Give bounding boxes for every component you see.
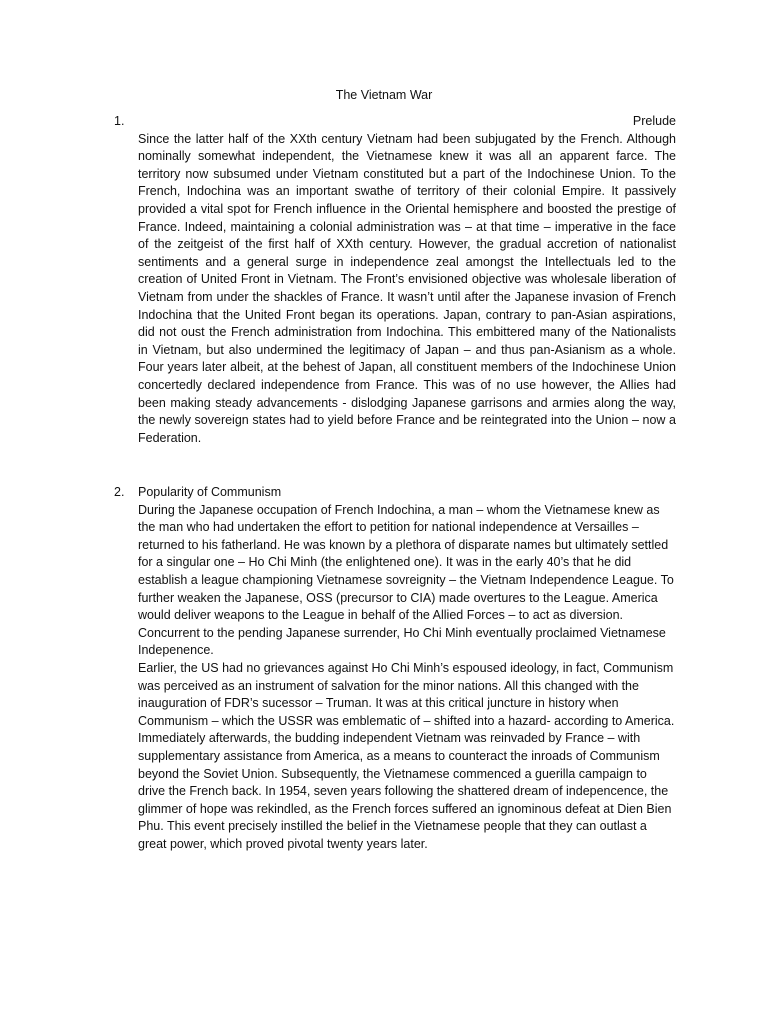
- section-paragraph: Since the latter half of the XXth century Vietnam had been subjugated by the French. Although nominally somewhat independent, the Vietnamese knew it was all an apparent farce. The territory now subsumed under Vietnam constituted but a part of the Indochinese Union. To the French, Indochina was an important swathe of territory of their colonial Empire. It passively provided a vital spot for French influence in the Oriental hemisphere and boosted the prestige of France. Indeed, maintaining a colonial administration was – at that time – imperative in the face of the zeitgeist of the first half of XXth century. However, the gradual accretion of nationalist sentiments and a general surge in independence zeal amongst the Intellectuals led to the creation of United Front in Vietnam. The Front’s envisioned objective was wholesale liberation of Vietnam from under the shackles of France. It wasn’t until after the Japanese invasion of French Indochina that the United Front began its operations. Japan, contrary to pan-Asian aspirations, did not oust the French administration from Indochina. This embittered many of the Nationalists in Vietnam, but also undermined the legitimacy of Japan – and thus pan-Asianism as a whole. Four years later albeit, at the behest of Japan, all constituent members of the Indochinese Union concertedly declared independence from France. This was of no use however, the Allies had been making steady advancements - dislodging Japanese garrisons and armies along the way, the newly sovereign states had to yield before France and be reintegrated into the Union – now a Federation.: [138, 131, 676, 445]
- section-heading: Popularity of Communism: [138, 485, 282, 499]
- document-title: The Vietnam War: [335, 88, 433, 102]
- section-number: 1.: [114, 114, 125, 128]
- section-heading: Prelude: [632, 114, 676, 128]
- section-number: 2.: [114, 485, 125, 499]
- section-body: [138, 113, 676, 447]
- section-paragraph: During the Japanese occupation of French Indochina, a man – whom the Vietnamese knew as the man who had undertaken the effort to petition for national independence at Versailles – returned to his fatherland. He was known by a plethora of disparate names but ultimately settled for a singular one – Ho Chi Minh (the enlightened one). It was in the early 40’s that he did establish a league championing Vietnamese sovreignity – the Vietnam Independence League. To further weaken the Japanese, OSS (precursor to CIA) made overtures to the League. America would deliver weapons to the League in behalf of the Allied Forces – to act as diversion. Concurrent to the pending Japanese surrender, Ho Chi Minh eventually proclaimed Vietnamese Indepenence.: [138, 502, 674, 658]
- section-body: [138, 484, 676, 853]
- section-paragraph: Earlier, the US had no grievances against Ho Chi Minh’s espoused ideology, in fact, Communism was perceived as an instrument of salvation for the minor nations. All this changed with the inauguration of FDR’s sucessor – Truman. It was at this critical juncture in history when Communism – which the USSR was emblematic of – shifted into a hazard- according to America. Immediately afterwards, the budding independent Vietnam was reinvaded by France – with supplementary assistance from America, as a means to counteract the inroads of Communism beyond the Soviet Union. Subsequently, the Vietnamese commenced a guerilla campaign to drive the French back. In 1954, seven years following the shattered dream of indepencence, the glimmer of hope was rekindled, as the French forces suffered an ignominous defeat at Dien Bien Phu. This event precisely instilled the belief in the Vietnamese people that they can outlast a great power, which proved pivotal twenty years later.: [138, 660, 675, 851]
